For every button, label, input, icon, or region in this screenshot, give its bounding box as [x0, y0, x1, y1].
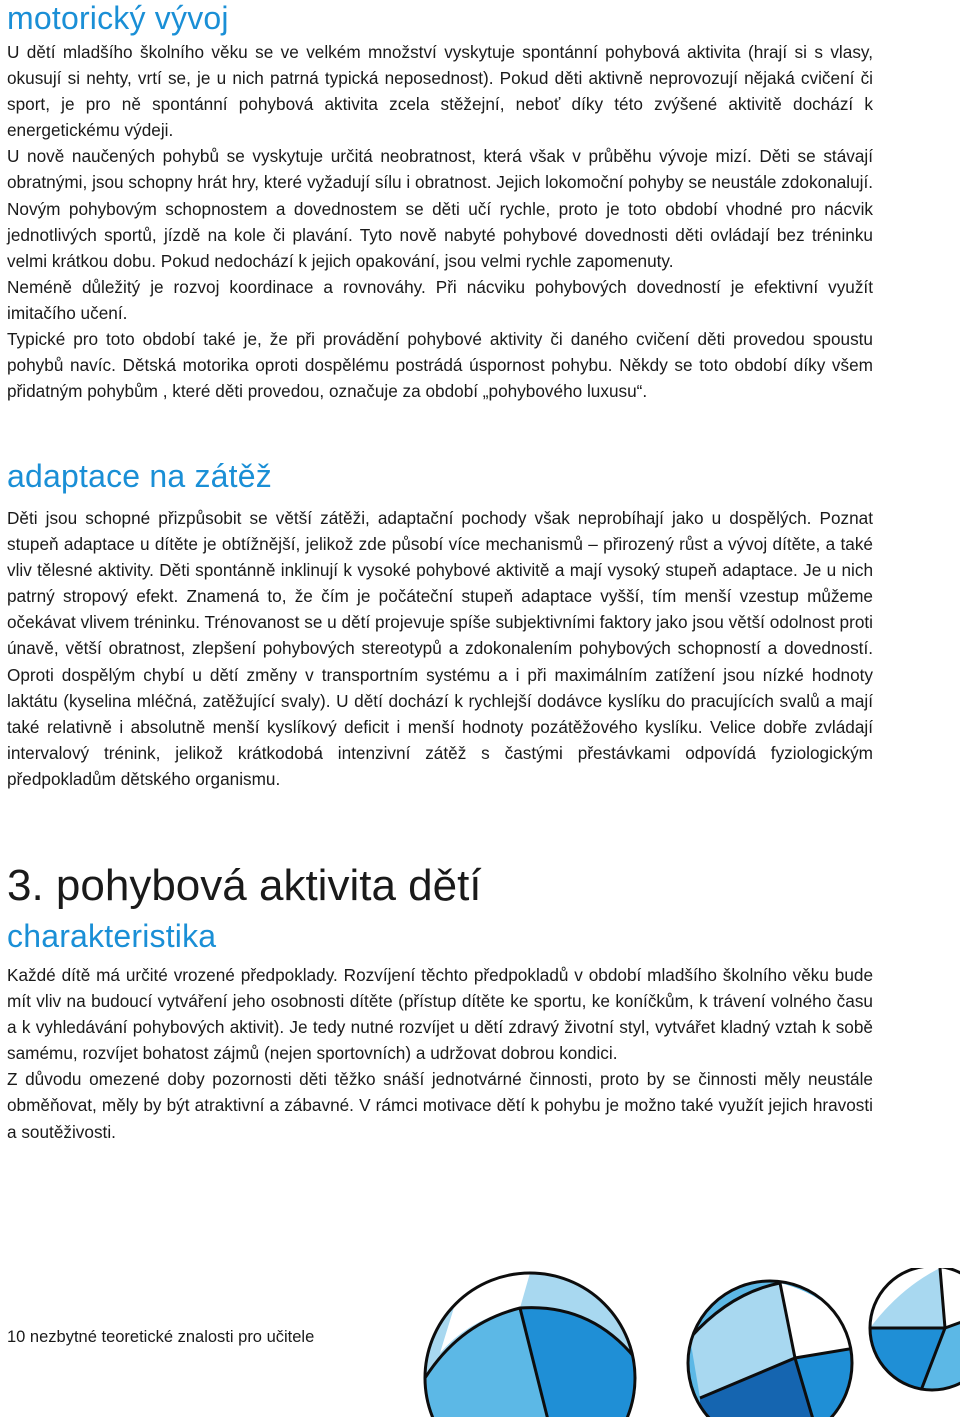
- section-heading: motorický vývoj: [7, 0, 229, 36]
- section-heading: charakteristika: [7, 918, 217, 954]
- section-motoricky-vyvoj: [7, 0, 873, 404]
- paragraph: Každé dítě má určité vrozené předpoklady. Rozvíjení těchto předpokladů v období mladšího školního věku bude mít vliv na budoucí vytváření jeho osobnosti dítěte (přístup dítěte ke sportu, ke koníčkům, k trávení volného času a k vyhledávání pohybových aktivit). Je tedy nutné rozvíjet u dětí zdravý životní styl, vytvářet kladný vztah k sobě samému, rozvíjet bohatost zájmů (nejen sportovních) a udržovat dobrou kondici.: [7, 965, 873, 1064]
- beach-balls-icon: [400, 1268, 960, 1417]
- chapter-title: 3. pohybová aktivita dětí: [7, 861, 482, 910]
- chapter-section: [7, 862, 873, 1145]
- section-heading: adaptace na zátěž: [7, 458, 272, 494]
- paragraph: U nově naučených pohybů se vyskytuje určitá neobratnost, která však v průběhu vývoje mizí. Děti se stávají obratnými, jsou schopny hrát hry, které vyžadují sílu i obratnost. Jejich lokomoční pohyby se neustále zdokonalují. Novým pohybovým schopnostem a dovednostem se děti učí rychle, proto je toto období vhodné pro nácvik jednotlivých sportů, jízdě na kole či plavání. Tyto nově nabyté pohybové dovednosti děti ovládají bez tréninku velmi krátkou dobu. Pokud nedochází k jejich opakování, jsou velmi rychle zapomenuty.: [7, 146, 873, 271]
- paragraph: Z důvodu omezené doby pozornosti děti těžko snáší jednotvárné činnosti, proto by se činnosti měly neustále obměňovat, měly by být atraktivní a zábavné. V rámci motivace dětí k pohybu je možno také využít jejich hravosti a soutěživosti.: [7, 1069, 873, 1142]
- paragraph: Neméně důležitý je rozvoj koordinace a rovnováhy. Při nácviku pohybových dovedností je efektivní využít imitačího učení.: [7, 276, 873, 323]
- beach-ball-middle: [688, 1281, 856, 1417]
- page-footer: 10 nezbytné teoretické znalosti pro učitele: [7, 1328, 315, 1346]
- paragraph: U dětí mladšího školního věku se ve velkém množství vyskytuje spontánní pohybová aktivita (hrají si s vlasy, okusují si nehty, vrtí se, je u nich patrná typická neposednost). Pokud děti aktivně neprovozují nějaká cvičení či sport, je pro ně spontánní pohybová aktivita zcela stěžejní, neboť díky této zvýšené aktivitě dochází k energetickému výdeji.: [7, 42, 873, 141]
- paragraph: Děti jsou schopné přizpůsobit se větší zátěži, adaptační pochody však neprobíhají jako u dospělých. Poznat stupeň adaptace u dítěte je obtížnější, jelikož zde působí více mechanismů – přirozený růst a vývoj dítěte, a také vliv tělesné aktivity. Děti spontánně inklinují k vysoké pohybové aktivitě a mají vysoký stupeň adaptace. Je u nich patrný stropový efekt. Znamená to, že čím je počáteční stupeň adaptace vyšší, tím menší vzestup můžeme očekávat vlivem tréninku. Trénovanost se u dětí projevuje spíše subjektivními faktory jako jsou větší odolnost proti únavě, větší obratnost, zlepšení pohybových stereotypů a zdokonalením pohybových schopností a dovedností. Oproti dospělým chybí u dětí změny v transportním systému a i při maximálním zatížení jsou nízké hodnoty laktátu (kyselina mléčná, zatěžující svaly). U dětí dochází k rychlejší dodávce kyslíku do pracujících svalů a mají také relativně i absolutně menší kyslíkový deficit i menší hodnoty pozátěžového kyslíku. Velice dobře zvládají intervalový trénink, jelikož krátkodobá intenzivní zátěž s častými přestávkami odpovídá fyziologickým předpokladům dětského organismu.: [7, 508, 873, 789]
- paragraph: Typické pro toto období také je, že při provádění pohybové aktivity či daného cvičení děti provedou spoustu pohybů navíc. Dětská motorika oproti dospělému postrádá úspornost pohybu. Někdy se toto období díky všem přidatným pohybům , které děti provedou, označuje za období „pohybového luxusu“.: [7, 329, 873, 402]
- beach-ball-left: [425, 1273, 635, 1417]
- beach-ball-right: [870, 1268, 960, 1393]
- section-adaptace-na-zatez: [7, 458, 873, 792]
